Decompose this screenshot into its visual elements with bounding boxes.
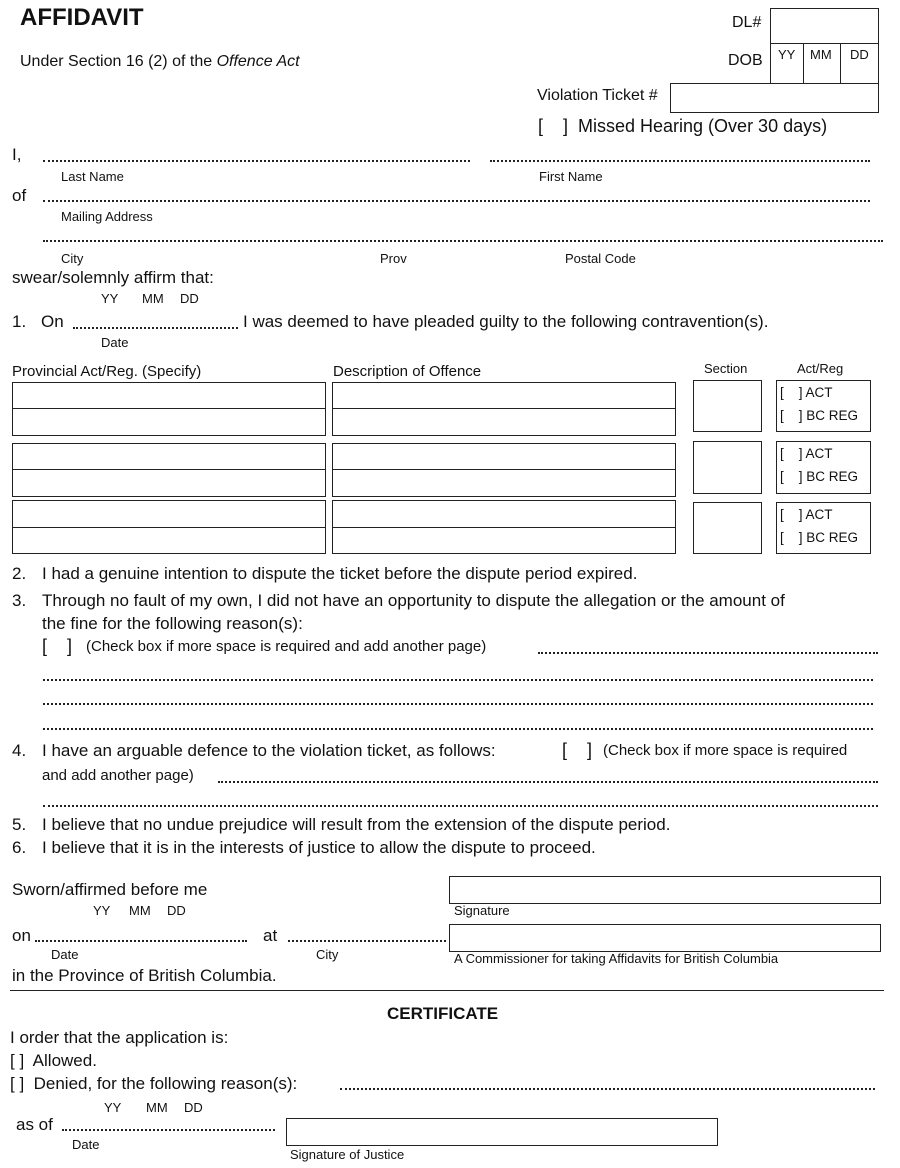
- page-subtitle: [20, 53, 300, 71]
- certificate-title: CERTIFICATE: [387, 1004, 499, 1023]
- dob-label: DOB: [728, 52, 763, 69]
- commissioner-field[interactable]: [449, 924, 881, 952]
- dl-number-field[interactable]: [770, 8, 879, 45]
- description-field[interactable]: [332, 443, 676, 470]
- justice-signature-field[interactable]: [286, 1118, 718, 1146]
- last-name-label: Last Name: [61, 169, 124, 184]
- last-name-field[interactable]: [43, 160, 470, 162]
- bc-reg-checkbox[interactable]: [ ] BC REG: [780, 469, 859, 484]
- denied-checkbox[interactable]: [ ] Denied, for the following reason(s):: [10, 1074, 298, 1093]
- item3-reason-line-4[interactable]: [43, 728, 873, 730]
- item3-line1: Through no fault of my own, I did not have an opportunity to dispute the allegation or the amount of: [42, 591, 785, 610]
- sworn-city-label: City: [316, 947, 339, 962]
- item3-line2: the fine for the following reason(s):: [42, 614, 303, 633]
- item4-more-space-checkbox[interactable]: [ ]: [562, 740, 593, 760]
- commissioner-label: A Commissioner for taking Affidavits for British Columbia: [454, 951, 779, 966]
- city-label: City: [61, 251, 84, 266]
- item3-more-space-checkbox[interactable]: [ ]: [42, 636, 73, 656]
- dob-mm-label: MM: [810, 47, 832, 62]
- item4-number: 4.: [12, 741, 27, 760]
- item4-defence-line-2[interactable]: [43, 805, 878, 807]
- dob-yy-field[interactable]: [770, 43, 805, 84]
- cert-mm-label: MM: [146, 1100, 168, 1115]
- sworn-date-label: Date: [51, 947, 79, 962]
- provincial-act-field[interactable]: [12, 500, 326, 528]
- act-checkbox[interactable]: [ ] ACT: [780, 446, 833, 461]
- section-header: Section: [704, 361, 748, 376]
- section-field[interactable]: [693, 380, 762, 432]
- item4-line1: I have an arguable defence to the violation ticket, as follows:: [42, 741, 496, 760]
- act-reg-options: [776, 441, 871, 494]
- dob-dd-field[interactable]: [840, 43, 879, 84]
- item1-date-label: Date: [101, 335, 129, 350]
- description-field-2[interactable]: [332, 408, 676, 436]
- act-reg-header: Act/Reg: [797, 361, 844, 376]
- of-label: of: [12, 186, 27, 205]
- provincial-act-field-2[interactable]: [12, 469, 326, 497]
- sworn-province: in the Province of British Columbia.: [12, 966, 277, 985]
- prov-label: Prov: [380, 251, 407, 266]
- city-prov-postal-field[interactable]: [43, 240, 883, 242]
- dob-yy-label: YY: [778, 47, 796, 62]
- item3-reason-line-1[interactable]: [538, 652, 878, 654]
- item3-note: (Check box if more space is required and add another page): [86, 638, 487, 655]
- as-of-date-label: Date: [72, 1137, 100, 1152]
- dob-dd-label: DD: [850, 47, 869, 62]
- first-name-label: First Name: [539, 169, 603, 184]
- postal-code-label: Postal Code: [565, 251, 636, 266]
- cert-yy-label: YY: [104, 1100, 122, 1115]
- sworn-date-field[interactable]: [35, 940, 247, 942]
- violation-ticket-field[interactable]: [670, 83, 879, 113]
- act-checkbox[interactable]: [ ] ACT: [780, 385, 833, 400]
- item3-number: 3.: [12, 591, 27, 610]
- section-field[interactable]: [693, 441, 762, 494]
- item3-reason-line-2[interactable]: [43, 679, 873, 681]
- i-label: I,: [12, 145, 22, 164]
- item3-reason-line-3[interactable]: [43, 703, 873, 705]
- sworn-at-label: at: [263, 926, 278, 945]
- dob-mm-field[interactable]: [803, 43, 842, 84]
- provincial-act-field[interactable]: [12, 443, 326, 470]
- subtitle-act-name: Offence Act: [216, 53, 300, 70]
- description-field[interactable]: [332, 382, 676, 409]
- dl-label: DL#: [732, 14, 762, 31]
- act-reg-options: [776, 502, 871, 554]
- as-of-label: as of: [16, 1115, 53, 1134]
- description-field-2[interactable]: [332, 469, 676, 497]
- sworn-city-field[interactable]: [288, 940, 446, 942]
- provincial-act-field-2[interactable]: [12, 408, 326, 436]
- section-field[interactable]: [693, 502, 762, 554]
- item1-dd-label: DD: [180, 291, 199, 306]
- as-of-date-field[interactable]: [62, 1129, 275, 1131]
- mailing-address-field[interactable]: [43, 200, 870, 202]
- item1-date-field[interactable]: [73, 327, 238, 329]
- sworn-title: Sworn/affirmed before me: [12, 880, 208, 899]
- signature-field[interactable]: [449, 876, 881, 904]
- missed-hearing-checkbox[interactable]: [ ] Missed Hearing (Over 30 days): [538, 116, 828, 136]
- item2-number: 2.: [12, 564, 27, 583]
- sworn-mm-label: MM: [129, 903, 151, 918]
- bc-reg-checkbox[interactable]: [ ] BC REG: [780, 530, 859, 545]
- violation-ticket-label: Violation Ticket #: [537, 87, 658, 104]
- item1-number: 1.: [12, 312, 27, 331]
- cert-dd-label: DD: [184, 1100, 203, 1115]
- certificate-order: I order that the application is:: [10, 1028, 229, 1047]
- item1-yy-label: YY: [101, 291, 119, 306]
- mailing-address-label: Mailing Address: [61, 209, 153, 224]
- section-divider: [10, 990, 884, 991]
- item1-text: I was deemed to have pleaded guilty to the following contravention(s).: [243, 312, 769, 331]
- item4-note-2: and add another page): [42, 767, 194, 784]
- item4-defence-line-1[interactable]: [218, 781, 878, 783]
- justice-signature-label: Signature of Justice: [290, 1147, 405, 1162]
- provincial-act-header: Provincial Act/Reg. (Specify): [12, 363, 202, 380]
- first-name-field[interactable]: [490, 160, 870, 162]
- description-field[interactable]: [332, 500, 676, 528]
- description-field-2[interactable]: [332, 527, 676, 554]
- item1-mm-label: MM: [142, 291, 164, 306]
- sworn-yy-label: YY: [93, 903, 111, 918]
- description-header: Description of Offence: [333, 363, 482, 380]
- allowed-checkbox[interactable]: [ ] Allowed.: [10, 1051, 97, 1070]
- provincial-act-field-2[interactable]: [12, 527, 326, 554]
- sworn-dd-label: DD: [167, 903, 186, 918]
- swear-statement: swear/solemnly affirm that:: [12, 268, 214, 287]
- act-checkbox[interactable]: [ ] ACT: [780, 507, 833, 522]
- provincial-act-field[interactable]: [12, 382, 326, 409]
- item6-number: 6.: [12, 838, 27, 857]
- sworn-on-label: on: [12, 926, 31, 945]
- item6-text: I believe that it is in the interests of justice to allow the dispute to proceed.: [42, 838, 596, 857]
- signature-label: Signature: [454, 903, 510, 918]
- item1-on-label: On: [41, 312, 64, 331]
- item4-note-1: (Check box if more space is required: [603, 742, 848, 759]
- subtitle-prefix: Under Section 16 (2) of the: [20, 53, 217, 70]
- bc-reg-checkbox[interactable]: [ ] BC REG: [780, 408, 859, 423]
- act-reg-options: [776, 380, 871, 432]
- denied-reason-field[interactable]: [340, 1088, 875, 1090]
- item5-text: I believe that no undue prejudice will result from the extension of the dispute period.: [42, 815, 671, 834]
- item2-text: I had a genuine intention to dispute the ticket before the dispute period expired.: [42, 564, 638, 583]
- item5-number: 5.: [12, 815, 27, 834]
- page-title: AFFIDAVIT: [20, 4, 144, 31]
